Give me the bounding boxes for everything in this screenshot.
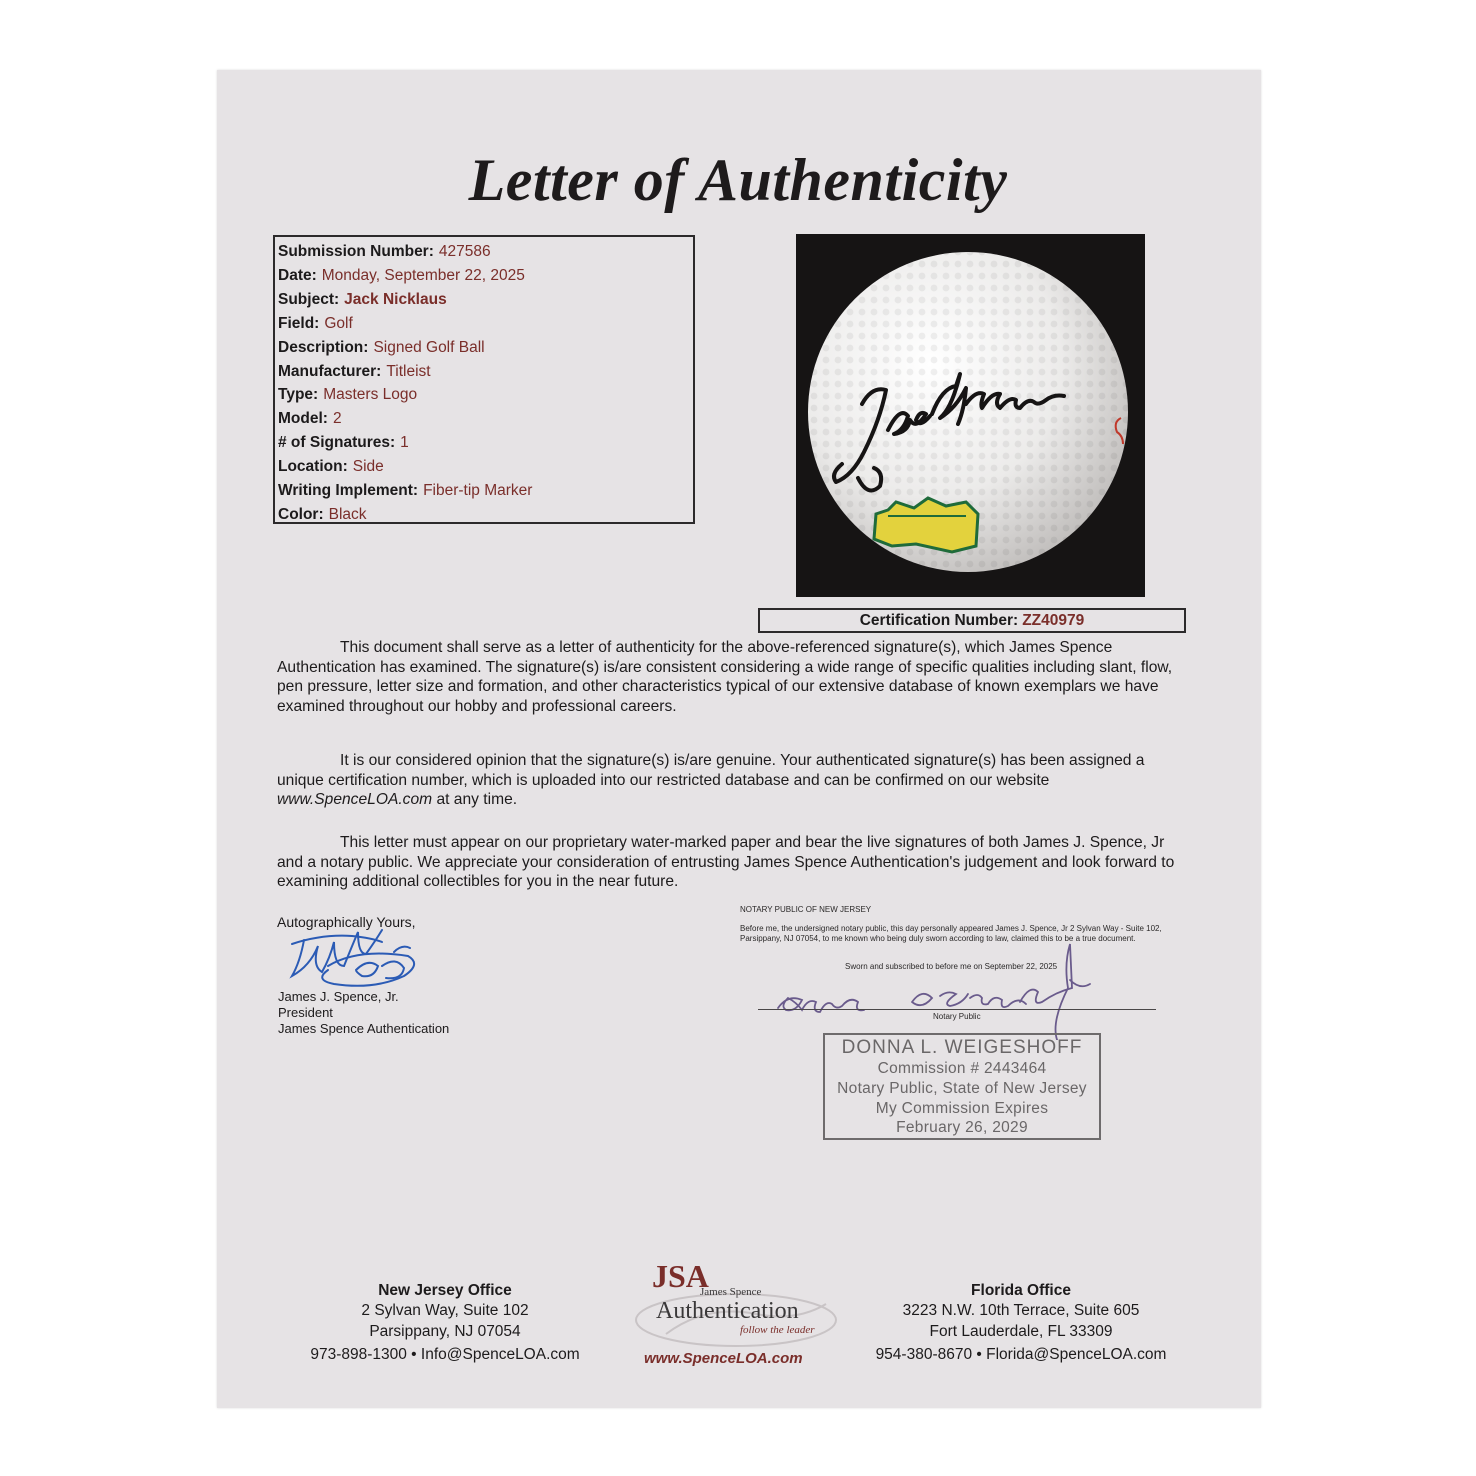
- info-value: 427586: [438, 243, 491, 260]
- fl-contact: [856, 1345, 1186, 1365]
- info-value: Fiber-tip Marker: [423, 482, 533, 500]
- info-row: [278, 503, 693, 527]
- signer-name: James J. Spence, Jr.: [278, 989, 399, 1004]
- notary-signature: [770, 940, 1110, 1045]
- info-value: Monday, September 22, 2025: [321, 266, 525, 284]
- item-photo: [796, 234, 1145, 597]
- info-label: Writing Implement:: [278, 482, 419, 500]
- notary-sworn-line: Sworn and subscribed to before me on September 22, 2025: [845, 962, 1058, 971]
- fl-phone: 954-380-8670: [875, 1346, 973, 1364]
- fl-email[interactable]: Florida@SpenceLOA.com: [986, 1346, 1167, 1364]
- info-value: 1: [400, 434, 409, 452]
- opinion-text-end: at any time.: [432, 791, 518, 809]
- president-signature: [284, 926, 424, 997]
- info-label: Model:: [278, 410, 328, 428]
- president-signature-image: [284, 926, 424, 992]
- fl-address-line2: Fort Lauderdale, FL 33309: [929, 1322, 1113, 1340]
- stamp-commission: Commission # 2443464: [877, 1060, 1047, 1077]
- footer-nj-office: [280, 1281, 610, 1366]
- nj-phone: 973-898-1300: [310, 1346, 407, 1364]
- fl-address-line1: 3223 N.W. 10th Terrace, Suite 605: [902, 1302, 1140, 1320]
- info-value: Jack Nicklaus: [344, 290, 447, 308]
- certification-number-box: [758, 608, 1186, 633]
- bullet-icon: •: [976, 1346, 987, 1364]
- info-row: [278, 240, 693, 264]
- document-title: Letter of Authenticity: [468, 147, 1008, 213]
- info-value: Signed Golf Ball: [373, 338, 485, 356]
- closing-text: Autographically Yours,: [277, 914, 416, 930]
- bullet-icon: •: [411, 1346, 421, 1364]
- signer-company: James Spence Authentication: [278, 1021, 450, 1036]
- jsa-logo-tagline: follow the leader: [740, 1324, 815, 1336]
- jsa-logo-james-spence: James Spence: [700, 1286, 762, 1298]
- paragraph-opinion: [277, 751, 1182, 810]
- info-row: [278, 288, 693, 312]
- info-label: Type:: [278, 386, 319, 404]
- info-label: Submission Number:: [278, 243, 434, 260]
- notary-stamp: [823, 1033, 1101, 1140]
- info-rows: [278, 240, 693, 527]
- signer-title: President: [278, 1005, 333, 1020]
- info-label: Subject:: [278, 290, 340, 308]
- info-row: [278, 455, 693, 479]
- jsa-logo-authentication: Authentication: [656, 1298, 799, 1324]
- info-row: [278, 431, 693, 455]
- stamp-expires-date: February 26, 2029: [896, 1119, 1028, 1137]
- info-row: [278, 479, 693, 503]
- info-row: [278, 336, 693, 360]
- info-label: Color:: [278, 505, 324, 523]
- notary-heading: NOTARY PUBLIC OF NEW JERSEY: [740, 905, 872, 914]
- notary-signature-image: [770, 940, 1110, 1040]
- submission-info-box: [273, 235, 695, 524]
- info-value: Black: [328, 505, 367, 523]
- info-value: 2: [332, 410, 342, 428]
- stamp-state: Notary Public, State of New Jersey: [837, 1079, 1087, 1097]
- signed-golf-ball-image: [796, 234, 1145, 597]
- info-row: [278, 383, 693, 407]
- info-value: Side: [352, 458, 384, 476]
- info-label: Manufacturer:: [278, 362, 382, 380]
- info-label: Field:: [278, 314, 320, 332]
- info-label: Location:: [278, 458, 348, 476]
- info-label: # of Signatures:: [278, 434, 396, 452]
- info-value: Titleist: [386, 362, 431, 380]
- notary-signature-line: [758, 1009, 1156, 1010]
- nj-address-line2: Parsippany, NJ 07054: [369, 1322, 521, 1340]
- info-label: Date:: [278, 266, 317, 284]
- nj-email[interactable]: Info@SpenceLOA.com: [420, 1346, 580, 1364]
- info-row: [278, 360, 693, 384]
- notary-statement: Before me, the undersigned notary public, this day personally appeared James J. Spence, Jr 2 Sylvan Way - Suite 102, Parsippany, NJ 07054, to me known who being duly sworn according to law, claimed this to be a true document.: [740, 924, 1162, 943]
- paragraph-watermark: This letter must appear on our proprietary water-marked paper and bear the live signatures of both James J. Spence, Jr and a notary public. We appreciate your consideration of entrusting James Spence Authentication's judgement and look forward to examining additional collectibles for you in the near future.: [277, 834, 1175, 891]
- opinion-text: It is our considered opinion that the signature(s) is/are genuine. Your authenticated signature(s) has been assigned a unique certification number, which is uploaded into our restricted database and can be confirmed on our website: [277, 752, 1145, 789]
- nj-office-heading: New Jersey Office: [378, 1282, 512, 1299]
- cert-label: Certification Number:: [859, 612, 1019, 629]
- paragraph-examination: This document shall serve as a letter of authenticity for the above-referenced signature(s), which James Spence Authentication has examined. The signature(s) is/are consistent considering a wide range of specific qualities including slant, flow, pen pressure, letter size and formation, and other characteristics typical of our extensive database of known exemplars we have examined throughout our hobby and professional careers.: [277, 639, 1173, 715]
- stamp-expires-label: My Commission Expires: [875, 1099, 1049, 1117]
- footer-fl-office: [856, 1281, 1186, 1366]
- info-label: Description:: [278, 338, 369, 356]
- stamp-name: DONNA L. WEIGESHOFF: [841, 1037, 1083, 1058]
- info-row: [278, 264, 693, 288]
- nj-contact: [280, 1345, 610, 1365]
- info-row: [278, 312, 693, 336]
- info-value: Golf: [324, 314, 353, 332]
- fl-office-heading: Florida Office: [971, 1282, 1071, 1299]
- nj-address-line1: 2 Sylvan Way, Suite 102: [361, 1302, 529, 1320]
- signer-block: [278, 989, 449, 1037]
- website-link[interactable]: www.SpenceLOA.com: [277, 791, 433, 809]
- notary-line-label: Notary Public: [933, 1012, 981, 1021]
- cert-number: ZZ40979: [1022, 612, 1085, 629]
- info-value: Masters Logo: [323, 386, 418, 404]
- jsa-logo-text: JSA: [652, 1258, 709, 1294]
- info-row: [278, 407, 693, 431]
- jsa-website[interactable]: www.SpenceLOA.com: [644, 1350, 803, 1367]
